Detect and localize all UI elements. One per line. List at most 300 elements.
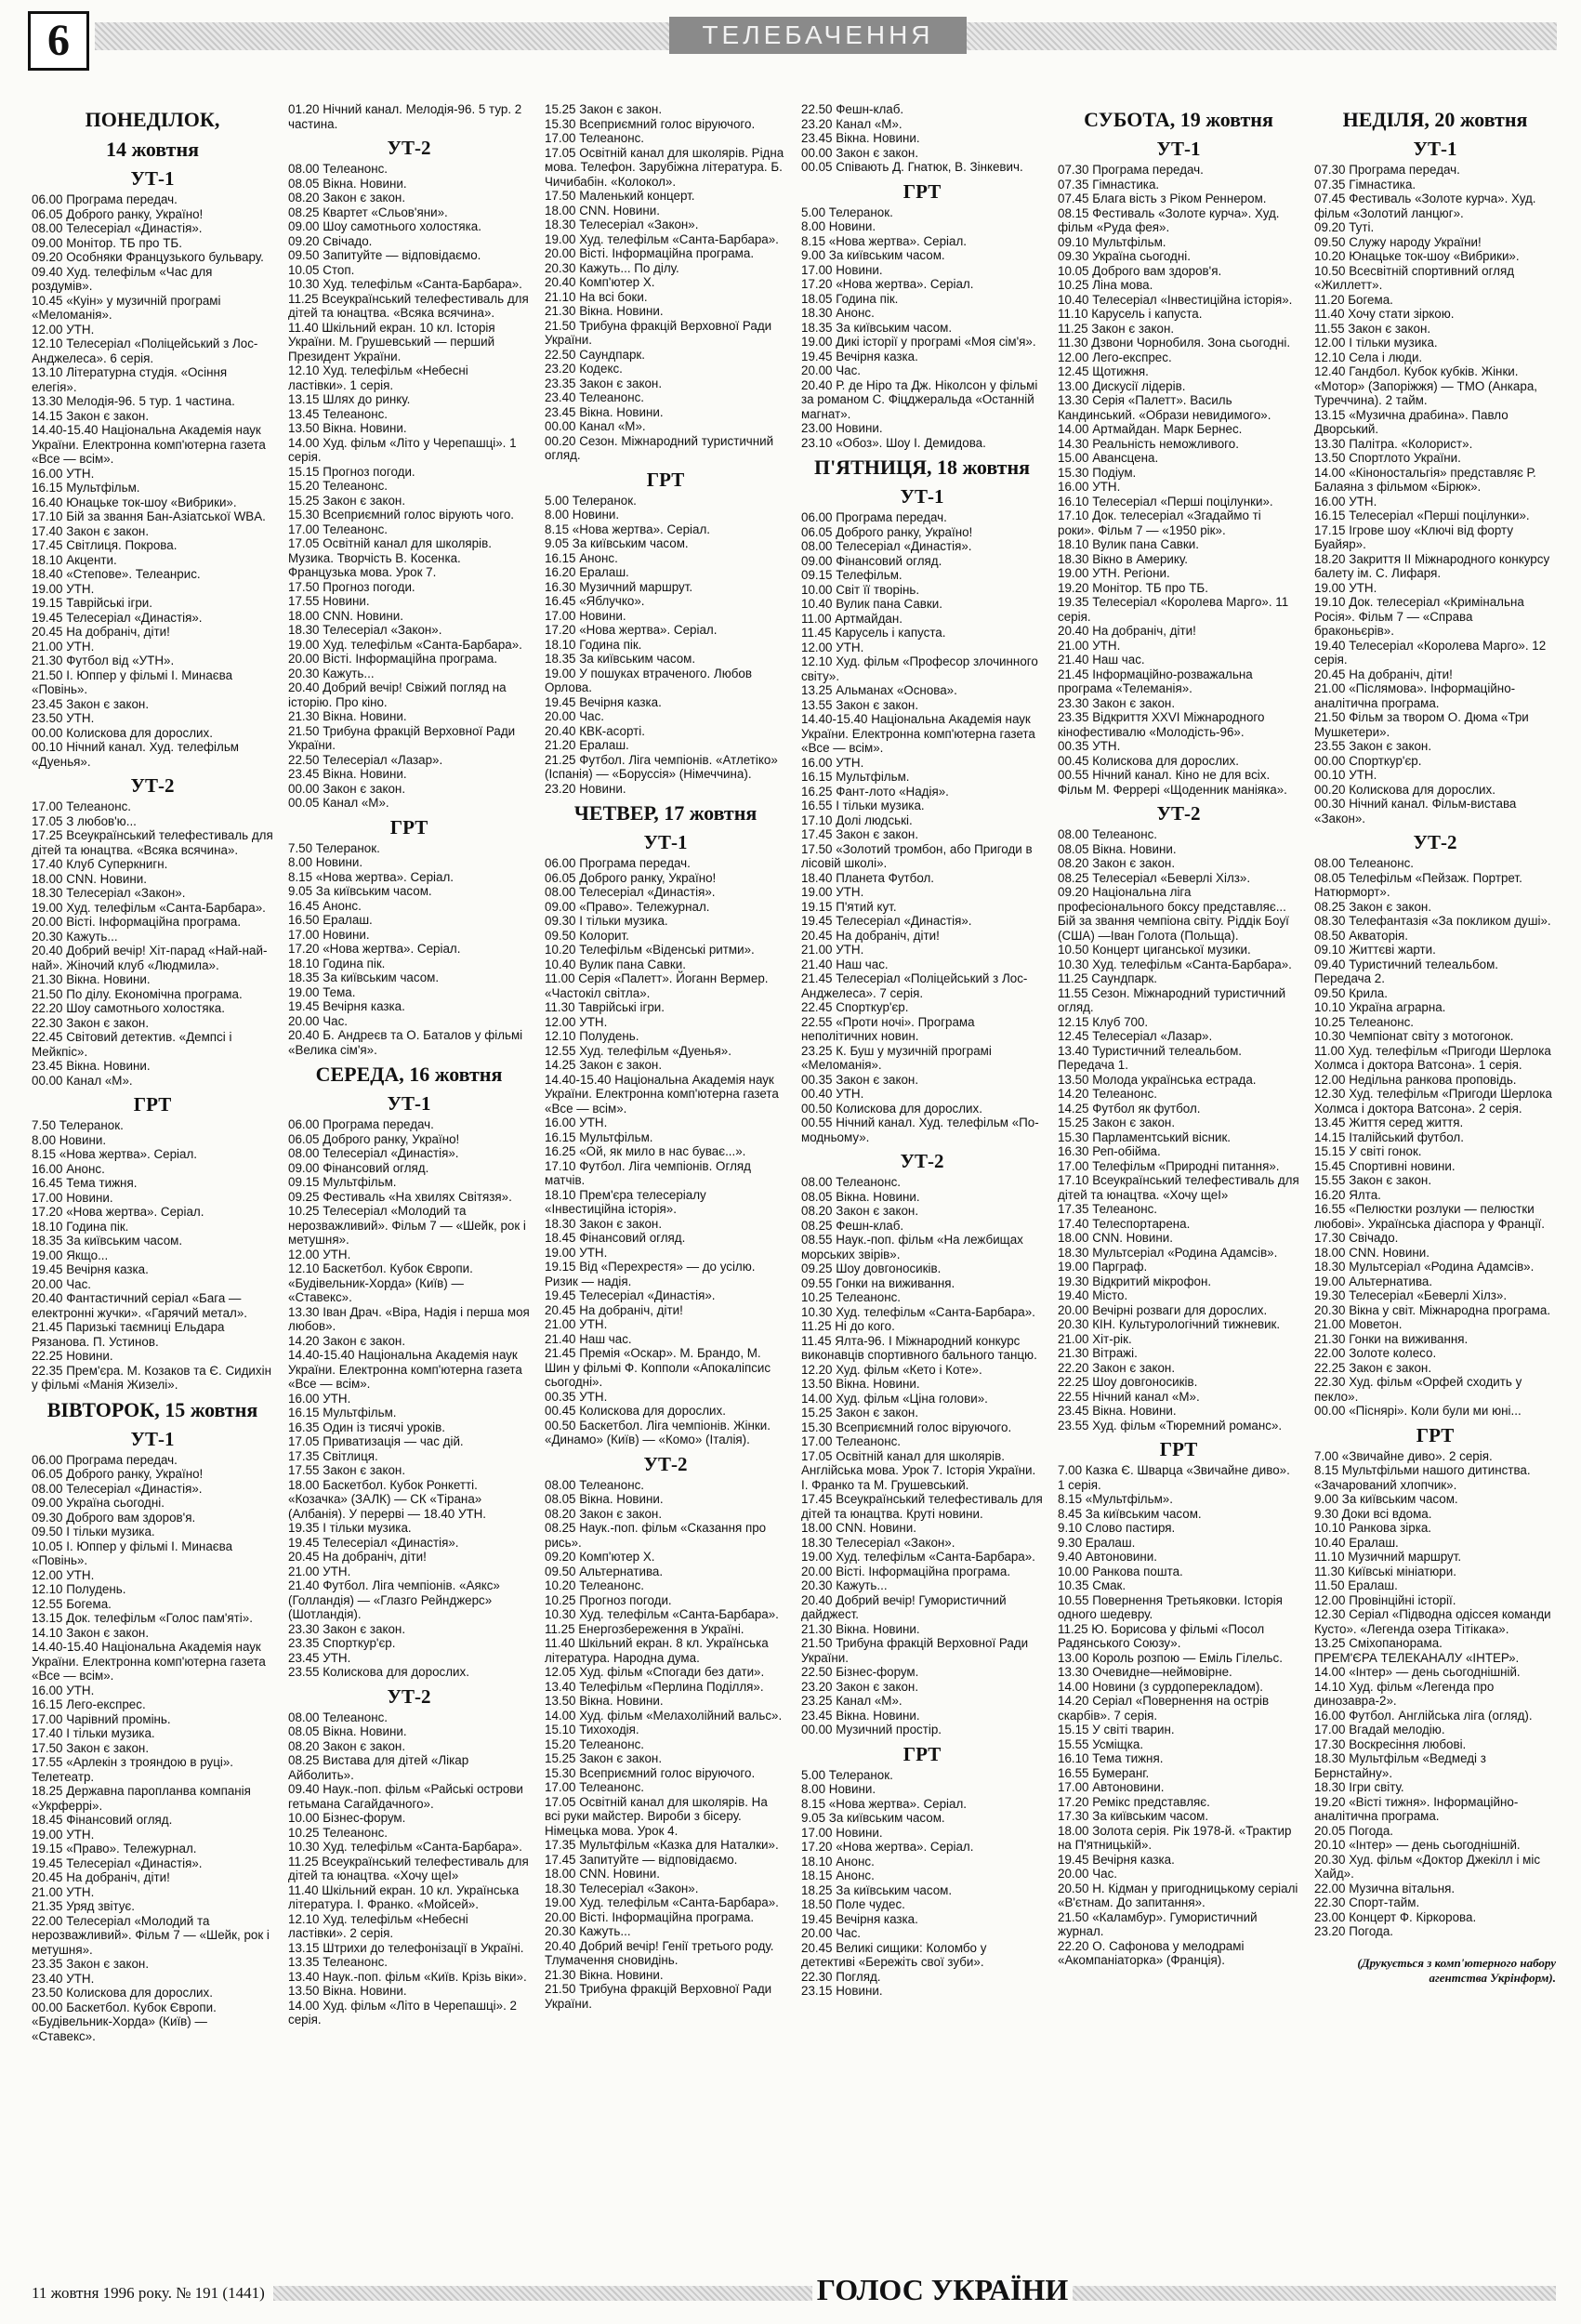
program-entry: 17.55 Новини.	[288, 594, 370, 608]
program-entry: 06.00 Програма передач.	[288, 1117, 434, 1131]
program-entry: 18.10 Прем'єра телесеріалу «Інвестиційна історія».	[545, 1187, 710, 1216]
program-entry: 13.50 Молода українська естрада.	[1058, 1072, 1257, 1087]
program-entry: 20.30 Кажуть...	[288, 666, 375, 680]
program-entry: 15.30 Всеприємний голос віруючого.	[545, 1765, 756, 1780]
program-entry: 11.25 Всеукраїнський телефестиваль для дітей та юнацтва. «Хочу щеІ»	[288, 1854, 533, 1882]
program-entry: 21.45 Паризькі таємниці Ельдара Рязанова. П. Устинов.	[32, 1320, 229, 1349]
program-entry: 09.00 Україна сьогодні.	[32, 1496, 165, 1510]
program-entry: 10.25 Телеанонс.	[288, 1825, 389, 1840]
program-entry: 23.40 УТН.	[32, 1971, 95, 1986]
program-entry: 20.45 На добраніч, діти!	[32, 625, 170, 639]
program-entry: 22.30 Закон є закон.	[32, 1015, 150, 1030]
program-entry: 23.50 УТН.	[32, 711, 95, 725]
program-entry: 08.05 Вікна. Новини.	[545, 1492, 664, 1506]
program-entry: 23.25 Канал «М».	[801, 1694, 902, 1708]
program-entry: 10.20 Телеанонс.	[545, 1578, 645, 1592]
program-entry: 20.45 На добраніч, діти!	[545, 1302, 683, 1317]
schedule-column-4	[801, 102, 1047, 2250]
program-entry: 13.30 Іван Драч. «Віра, Надія і перша моя любов».	[288, 1304, 534, 1333]
program-entry: 00.35 УТН.	[1058, 739, 1121, 753]
channel-heading: УТ-2	[387, 137, 431, 159]
program-entry: 00.00 Музичний простір.	[801, 1723, 942, 1736]
program-entry: 21.00 УТН.	[288, 1564, 351, 1578]
program-entry: 21.00 УТН.	[32, 639, 95, 654]
program-entry: 18.10 Година пік.	[545, 637, 642, 652]
channel-heading: УТ-1	[1413, 138, 1457, 160]
program-entry: 11.25 Ні до кого.	[801, 1319, 895, 1333]
program-entry: 23.00 Новини.	[801, 421, 883, 435]
program-entry: 11.55 Закон є закон.	[1314, 321, 1431, 336]
program-entry: 8.15 «Нова жертва». Серіал.	[545, 522, 710, 536]
program-entry: 16.15 Мультфільм.	[288, 1406, 397, 1419]
program-entry: 06.05 Доброго ранку, Україно!	[545, 870, 717, 885]
program-entry: 09.10 Життєві жарти.	[1314, 943, 1436, 957]
program-entry: 06.05 Доброго ранку, Україно!	[32, 206, 204, 221]
program-entry: 5.00 Телеранок.	[801, 205, 893, 219]
program-entry: 15.25 Закон є закон.	[1058, 1116, 1176, 1129]
program-entry: 09.00 Монітор. ТБ про ТБ.	[32, 235, 182, 250]
program-entry: 19.15 «Право». Тележурнал.	[32, 1842, 197, 1855]
day-heading: 14 жовтня	[105, 138, 200, 161]
program-entry: 10.30 Худ. телефільм «Санта-Барбара».	[288, 1840, 522, 1854]
program-entry: 17.55 Закон є закон.	[288, 1463, 406, 1477]
day-heading: СУБОТА, 19 жовтня	[1084, 108, 1273, 131]
program-entry: 5.00 Телеранок.	[801, 1767, 893, 1782]
program-entry: 16.45 Анонс.	[288, 898, 362, 913]
program-entry: 17.20 «Нова жертва». Серіал.	[288, 942, 461, 956]
program-entry: 22.00 Телесеріал «Молодий та нерозважливий». Фільм 7 — «Шейк, рок і метушня».	[32, 1913, 273, 1957]
program-entry: 20.00 Вісті. Інформаційна програма.	[288, 652, 498, 666]
program-entry: 08.05 Телефільм «Пейзаж. Портрет. Натюрморт».	[1314, 870, 1526, 899]
program-entry: 21.50 «Каламбур». Гумористичний журнал.	[1058, 1909, 1261, 1938]
program-entry: 10.40 Вулик пана Савки.	[801, 597, 942, 611]
program-entry: 16.10 Тема тижня.	[1058, 1751, 1164, 1765]
program-entry: 22.50 Телесеріал «Лазар».	[288, 752, 443, 767]
program-entry: 22.50 Бізнес-форум.	[801, 1665, 919, 1679]
program-entry: 06.05 Доброго ранку, Україно!	[288, 1131, 460, 1146]
program-entry: 21.00 УТН.	[545, 1317, 608, 1331]
program-entry: 16.40 Юнацьке ток-шоу «Вибрики».	[32, 495, 237, 509]
program-entry: 17.40 І тільки музика.	[32, 1726, 155, 1740]
program-entry: 12.45 Телесеріал «Лазар».	[1058, 1029, 1213, 1043]
program-entry: 21.50 Фільм за твором О. Дюма «Три Мушкетери».	[1314, 710, 1533, 739]
program-entry: 00.50 Баскетбол. Ліга чемпіонів. Жінки. «Динамо» (Київ) — «Комо» (Італія).	[545, 1418, 774, 1446]
program-entry: 17.00 Телеанонс.	[288, 522, 389, 536]
program-entry: 17.00 Новини.	[801, 262, 883, 277]
program-entry: 17.20 «Нова жертва». Серіал.	[801, 277, 974, 291]
program-entry: 09.20 Туті.	[1314, 220, 1375, 234]
program-entry: 17.30 Воскресіння любові.	[1314, 1736, 1467, 1751]
program-entry: 08.20 Закон є закон.	[545, 1506, 663, 1521]
program-entry: 8.45 За київським часом.	[1058, 1506, 1202, 1521]
program-entry: 10.30 Чемпіонат світу з мотогонок.	[1314, 1029, 1514, 1043]
program-entry: 00.10 УТН.	[1314, 768, 1377, 782]
program-entry: 18.35 За київським часом.	[801, 320, 953, 335]
program-entry: 23.45 Вікна. Новини.	[32, 1059, 151, 1073]
program-entry: 23.35 Закон є закон.	[32, 1957, 150, 1971]
program-entry: 8.00 Новини.	[32, 1132, 107, 1147]
program-entry: 20.40 Добрий вечір! Генії третього роду. Тлумачення сновидінь.	[545, 1938, 778, 1967]
program-entry: 17.00 Телеанонс.	[545, 1780, 645, 1794]
program-entry: 8.15 «Мультфільм».	[1058, 1492, 1173, 1506]
program-entry: 17.10 Бій за звання Бан-Азіатської WBA.	[32, 509, 266, 523]
program-entry: 09.40 Туристичний телеальбом. Передача 2.	[1314, 957, 1502, 985]
program-entry: 19.00 Худ. телефільм «Санта-Барбара».	[32, 900, 266, 915]
program-entry: 21.50 По ділу. Економічна програма.	[32, 986, 243, 1001]
program-entry: 19.00 Дикі історії у програмі «Моя сім'я».	[801, 335, 1036, 349]
program-entry: 17.05 Освітній канал для школярів. Англійська мова. Урок 7. Історія України. І. Франко та М. Грушевський.	[801, 1448, 1039, 1492]
program-entry: 20.30 Вікна у світ. Міжнародна програма.	[1314, 1302, 1551, 1317]
program-entry: 08.30 Телефантазія «За покликом душі».	[1314, 914, 1551, 928]
program-entry: 14.20 Серіал «Повернення на острів скарбів». 7 серія.	[1058, 1694, 1272, 1723]
program-entry: 13.10 Літературна студія. «Осіння елегія».	[32, 365, 231, 394]
program-entry: 15.45 Спортивні новини.	[1314, 1158, 1456, 1173]
program-entry: 19.00 Худ. телефільм «Санта-Барбара».	[545, 1895, 779, 1909]
program-entry: 17.05 Освітній канал для школярів. На всі руки майстер. Вироби з бісеру. Німецька мова. Урок 4.	[545, 1794, 771, 1838]
program-entry: 22.30 Погляд.	[801, 1969, 881, 1984]
program-entry: 20.30 Кажуть...	[801, 1578, 888, 1592]
program-entry: 14.00 Новини (з сурдоперекладом).	[1058, 1679, 1264, 1694]
program-entry: 19.15 Таврійські ігри.	[32, 596, 153, 610]
program-entry: 17.40 Клуб Суперкнигн.	[32, 857, 168, 871]
program-entry: 18.00 CNN. Новини.	[545, 1867, 660, 1881]
program-entry: 19.40 Телесеріал «Королева Марго». 12 серія.	[1314, 638, 1549, 667]
program-entry: 16.15 Мультфільм.	[32, 481, 140, 495]
program-entry: 18.30 Телесеріал «Закон».	[288, 623, 442, 637]
program-entry: 11.00 Худ. телефільм «Пригоди Шерлока Холмса і доктора Ватсона». 1 серія.	[1314, 1043, 1555, 1072]
program-entry: 20.45 На добраніч, діти!	[1314, 667, 1453, 681]
program-entry: 08.25 Телесеріал «Беверлі Хілз».	[1058, 870, 1251, 885]
program-entry: 16.35 Один із тисячі уроків.	[288, 1419, 445, 1434]
program-entry: 14.00 «Інтер» — день сьогоднішній.	[1314, 1665, 1521, 1679]
program-entry: 12.30 Худ. телефільм «Пригоди Шерлока Холмса і доктора Ватсона». 2 серія.	[1314, 1087, 1556, 1116]
program-entry: 12.55 Худ. телефільм «Дуенья».	[545, 1043, 731, 1058]
program-entry: 11.00 Артмайдан.	[801, 611, 902, 626]
program-entry: 18.10 Анонс.	[801, 1854, 875, 1868]
program-entry: 17.00 Телеанонс.	[545, 131, 645, 145]
program-entry: 10.25 Прогноз погоди.	[545, 1592, 672, 1607]
program-entry: 16.15 Лего-експрес.	[32, 1697, 146, 1711]
program-entry: 11.40 Шкільний екран. 10 кл. Українська література. І. Франко. «Мойсей».	[288, 1882, 522, 1911]
program-entry: 08.00 Телеанонс.	[1314, 856, 1415, 870]
program-entry: 11.45 Карусель і капуста.	[801, 626, 946, 640]
program-entry: 12.55 Богема.	[32, 1596, 112, 1611]
program-entry: 15.15 У світі гонок.	[1314, 1144, 1422, 1158]
program-entry: 14.40-15.40 Національна Академія наук України. Електронна комп'ютерна газета «Все — всім».	[288, 1348, 526, 1391]
program-entry: 23.45 Вікна. Новини.	[1058, 1404, 1177, 1418]
program-entry: 22.50 Саундпарк.	[545, 347, 645, 362]
program-entry: 23.15 Новини.	[801, 1984, 883, 1998]
program-entry: 20.30 КІН. Культурологічний тижневик.	[1058, 1317, 1281, 1331]
program-entry: 19.00 Худ. телефільм «Санта-Барбара».	[288, 637, 522, 652]
program-entry: 00.40 УТН.	[801, 1087, 864, 1101]
program-entry: 18.40 «Степове». Телеанрис.	[32, 567, 201, 581]
program-entry: 15.30 Парламентський вісник.	[1058, 1129, 1232, 1144]
program-entry: 16.15 Мультфільм.	[545, 1129, 653, 1144]
program-entry: 08.00 Телеанонс.	[288, 162, 389, 176]
program-entry: 9.05 За київським часом.	[545, 536, 689, 550]
program-entry: 20.05 Погода.	[1314, 1823, 1394, 1838]
program-entry: 09.20 Особняки Французького бульвару.	[32, 250, 264, 264]
program-entry: 21.45 Премія «Оскар». М. Брандо, М. Шин у фільмі Ф. Копполи «Апокаліпсис сьогодні».	[545, 1346, 774, 1389]
channel-heading: ГРТ	[1159, 1438, 1198, 1460]
channel-heading: УТ-1	[130, 167, 175, 190]
program-entry: 08.20 Закон є закон.	[288, 1738, 406, 1753]
program-entry: 10.40 Вулик пана Савки.	[545, 957, 686, 971]
program-entry: 18.00 Золота серія. Рік 1978-й. «Трактир на П'ятницькій».	[1058, 1823, 1296, 1852]
program-entry: 09.50 Запитуйте — відповідаємо.	[288, 248, 481, 262]
program-entry: 09.50 Крила.	[1314, 985, 1388, 1000]
program-entry: 08.00 Телесеріал «Династія».	[801, 539, 972, 553]
program-entry: 19.00 УТН.	[32, 581, 95, 596]
program-entry: 11.50 Ералаш.	[1314, 1578, 1398, 1592]
program-entry: 20.40 КВК-асорті.	[545, 723, 645, 738]
program-entry: 00.45 Колискова для дорослих.	[1058, 753, 1239, 768]
program-entry: 18.25 Державна паропланва компанія «Укрферрі».	[32, 1784, 255, 1813]
program-entry: 23.30 Закон є закон.	[288, 1621, 406, 1636]
program-entry: 23.10 «Обоз». Шоу І. Демидова.	[801, 435, 986, 450]
program-entry: 19.20 Монітор. ТБ про ТБ.	[1058, 580, 1208, 595]
program-entry: 18.30 Мультфільм «Ведмеді з Бернстайну».	[1314, 1751, 1490, 1780]
program-entry: 12.10 Телесеріал «Поліцейський з Лос-Анджелеса». 6 серія.	[32, 337, 258, 365]
program-entry: 19.30 Відкритий мікрофон.	[1058, 1274, 1212, 1288]
program-entry: 18.00 CNN. Новини.	[1058, 1231, 1173, 1245]
program-entry: 11.55 Сезон. Міжнародний туристичний огляд.	[1058, 985, 1289, 1014]
program-entry: 23.45 Вікна. Новини.	[801, 1708, 920, 1723]
program-entry: 21.45 Інформаційно-розважальна програма «Телеманія».	[1058, 667, 1257, 695]
program-entry: 22.00 Музична вітальня.	[1314, 1881, 1456, 1895]
program-entry: 08.25 Наук.-поп. фільм «Сказання про рись».	[545, 1521, 770, 1550]
program-entry: 23.20 Новини.	[545, 781, 626, 796]
program-entry: 19.40 Місто.	[1058, 1288, 1128, 1302]
program-entry: 17.00 Чарівний промінь.	[32, 1711, 171, 1726]
program-entry: 23.30 Закон є закон.	[1058, 695, 1176, 710]
program-entry: 21.50 Трибуна фракцій Верховної Ради України.	[801, 1636, 1032, 1665]
program-entry: 12.10 Худ. фільм «Професор злочинного світу».	[801, 654, 1042, 683]
program-entry: 08.05 Вікна. Новини.	[288, 176, 407, 191]
program-entry: 20.00 Вісті. Інформаційна програма.	[545, 1909, 755, 1924]
channel-heading: УТ-1	[643, 831, 688, 853]
program-entry: 08.25 Квартет «Сльов'яни».	[288, 205, 448, 219]
program-entry: 08.00 Телеанонс.	[801, 1175, 902, 1189]
schedule-column-1	[32, 102, 277, 2250]
program-entry: 17.10 Футбол. Ліга чемпіонів. Огляд матчів.	[545, 1158, 755, 1187]
program-entry: 20.40 Р. де Ніро та Дж. Ніколсон у фільмі за романом С. Фіцджеральда «Останній магнат».	[801, 377, 1042, 421]
program-entry: 16.10 Телесеріал «Перші поцілунки».	[1058, 494, 1273, 508]
program-entry: 17.05 З любов'ю...	[32, 813, 137, 828]
program-entry: 10.00 Бізнес-форум.	[288, 1811, 406, 1825]
program-entry: 08.05 Вікна. Новини.	[801, 1189, 920, 1204]
program-entry: 13.30 Серія «Палетт». Василь Кандинський. «Образи невидимого».	[1058, 393, 1271, 422]
program-entry: 00.55 Нічний канал. Худ. телефільм «По-модньому».	[801, 1116, 1039, 1144]
program-entry: 8.00 Новини.	[288, 855, 363, 869]
program-entry: 23.25 К. Буш у музичній програмі «Меломанія».	[801, 1043, 995, 1072]
program-entry: 23.35 Закон є закон.	[545, 376, 663, 390]
program-entry: 11.25 Закон є закон.	[1058, 321, 1175, 336]
program-entry: 9.40 Автоновини.	[1058, 1550, 1157, 1564]
program-entry: 08.50 Акваторія.	[1314, 928, 1408, 943]
program-entry: 11.25 Всеукраїнський телефестиваль для дітей та юнацтва. «Всяка всячина».	[288, 291, 533, 320]
program-entry: 09.30 Доброго вам здоров'я.	[32, 1510, 196, 1525]
program-entry: 23.40 Телеанонс.	[545, 390, 645, 404]
program-entry: 23.20 Погода.	[1314, 1924, 1394, 1938]
program-entry: 17.30 Свічадо.	[1314, 1231, 1399, 1245]
program-entry: 13.00 Дискусії лідерів.	[1058, 378, 1186, 393]
program-entry: 17.10 Долі людські.	[801, 812, 913, 827]
program-entry: 14.30 Реальність неможливого.	[1058, 436, 1239, 451]
program-entry: 17.20 «Нова жертва». Серіал.	[545, 623, 718, 637]
program-entry: 22.25 Новини.	[32, 1349, 113, 1363]
program-entry: 19.00 Альтернатива.	[1314, 1274, 1433, 1288]
channel-heading: ГРТ	[902, 179, 942, 203]
program-entry: 17.05 Освітній канал для школярів. Музика. Творчість В. Косенка. Французька мова. Урок 7.	[288, 536, 495, 579]
program-entry: 19.20 «Вісті тижня». Інформаційно-аналітична програма.	[1314, 1794, 1519, 1823]
program-entry: 21.30 Вітражі.	[1058, 1346, 1138, 1360]
program-entry: 00.20 Колискова для дорослих.	[1314, 782, 1495, 797]
program-entry: 06.00 Програма передач.	[32, 192, 178, 206]
channel-heading: ГРТ	[646, 468, 685, 491]
program-entry: 17.10 Всеукраїнський телефестиваль для дітей та юнацтва. «Хочу щеІ»	[1058, 1173, 1303, 1202]
channel-heading: УТ-2	[1413, 831, 1457, 853]
program-entry: 21.30 Вікна. Новини.	[801, 1621, 920, 1636]
program-entry: 18.35 За київським часом.	[32, 1234, 183, 1248]
program-entry: 09.30 І тільки музика.	[545, 914, 668, 928]
program-entry: 19.45 Телесеріал «Династія».	[545, 1288, 716, 1302]
program-entry: 09.20 Свічадо.	[288, 233, 373, 248]
program-entry: 15.10 Тихоходія.	[545, 1723, 639, 1736]
program-entry: 13.50 Вікна. Новини.	[801, 1377, 920, 1391]
program-entry: 13.40 Туристичний телеальбом. Передача 1.	[1058, 1043, 1245, 1072]
program-entry: 15.20 Телеанонс.	[288, 479, 389, 493]
program-entry: 20.45 На добраніч, діти!	[288, 1550, 427, 1564]
program-entry: 8.15 «Нова жертва». Серіал.	[801, 1796, 967, 1811]
program-entry: 13.25 Сміхопанорама.	[1314, 1636, 1443, 1650]
program-entry: 16.25 Фант-лото «Надія».	[801, 784, 949, 799]
program-entry: 23.45 Вікна. Новини.	[545, 404, 664, 419]
program-entry: 21.40 Наш час.	[1058, 653, 1145, 667]
program-entry: 14.00 Худ. фільм «Ціна голови».	[801, 1391, 988, 1406]
program-entry: 08.20 Закон є закон.	[1058, 856, 1176, 870]
program-entry: 23.45 Вікна. Новини.	[288, 767, 407, 781]
program-entry: 23.35 Спорткур'єр.	[288, 1636, 396, 1650]
program-entry: 18.15 Анонс.	[801, 1868, 875, 1882]
program-entry: 00.30 Нічний канал. Фільм-вистава «Закон».	[1314, 797, 1521, 825]
program-entry: 11.40 Хочу стати зіркою.	[1314, 307, 1455, 321]
program-entry: 11.30 Таврійські ігри.	[545, 1000, 665, 1014]
program-entry: 11.20 Богема.	[1314, 292, 1393, 307]
program-entry: 18.05 Година пік.	[801, 291, 899, 306]
program-entry: 8.00 Новини.	[801, 1782, 876, 1796]
program-entry: 06.05 Доброго ранку, Україно!	[801, 524, 973, 539]
program-entry: 9.10 Слово пастиря.	[1058, 1521, 1176, 1535]
program-entry: 09.20 Національна ліга професіонального боксу представляє... Бій за звання чемпіона світу. Ріддік Боуї (США) —Іван Голота (Польща).	[1058, 885, 1293, 943]
program-entry: 09.50 І тільки музика.	[32, 1525, 155, 1538]
program-entry: 23.50 Колискова для дорослих.	[32, 1986, 213, 2000]
program-entry: 15.00 Авансцена.	[1058, 451, 1159, 465]
program-entry: 17.45 Всеукраїнський телефестиваль для дітей та юнацтва. Круті новини.	[801, 1492, 1047, 1521]
program-entry: 16.55 І тільки музика.	[801, 799, 925, 812]
program-entry: 21.50 Трибуна фракцій Верховної Ради України.	[545, 1982, 775, 2011]
program-entry: 20.00 Час.	[801, 363, 862, 377]
program-entry: 20.40 Фантастичний серіал «Бага — електронні жучки». «Гарячий метал».	[32, 1291, 248, 1320]
program-entry: 17.00 Телеанонс.	[801, 1434, 902, 1448]
program-entry: 20.30 Кажуть... По ділу.	[545, 260, 679, 275]
program-entry: 09.10 Мультфільм.	[1058, 234, 1166, 249]
program-entry: 23.00 Концерт Ф. Кіркорова.	[1314, 1909, 1477, 1924]
program-entry: 14.40-15.40 Національна Академія наук України. Електронна комп'ютерна газета «Все — всім».	[801, 712, 1039, 755]
program-entry: 19.15 П'ятий кут.	[801, 899, 897, 914]
program-entry: 21.50 Трибуна фракцій Верховної Ради України.	[288, 723, 519, 752]
program-entry: 19.00 УТН.	[1314, 580, 1377, 595]
program-entry: 00.00 «Піснярі». Коли були ми юні...	[1314, 1404, 1522, 1418]
program-entry: 08.00 Телесеріал «Династія».	[32, 1481, 203, 1496]
program-entry: 16.30 Реп-обійма.	[1058, 1144, 1161, 1158]
program-entry: 15.25 Закон є закон.	[545, 1751, 663, 1765]
program-entry: 17.45 Світлиця. Покрова.	[32, 538, 178, 552]
program-entry: 23.55 Худ. фільм «Тюремний романс».	[1058, 1418, 1283, 1433]
program-entry: 10.55 Повернення Третьяковки. Історія одного шедевру.	[1058, 1592, 1286, 1621]
program-entry: 21.30 Вікна. Новини.	[545, 1967, 664, 1982]
program-entry: 09.40 Худ. телефільм «Час для роздумів».	[32, 264, 217, 293]
program-entry: 13.15 «Музична драбина». Павло Дворський.	[1314, 407, 1512, 436]
channel-heading: УТ-1	[130, 1427, 175, 1450]
program-entry: 7.00 «Звичайне диво». 2 серія.	[1314, 1448, 1493, 1463]
program-entry: 18.30 Телесеріал «Закон».	[801, 1535, 955, 1550]
program-entry: 19.00 У пошуках втраченого. Любов Орлова.	[545, 666, 756, 694]
program-entry: 09.00 Фінансовий огляд.	[288, 1160, 429, 1175]
program-entry: 11.10 Музичний маршрут.	[1314, 1550, 1462, 1564]
program-entry: 09.30 Україна сьогодні.	[1058, 249, 1191, 263]
program-entry: 06.00 Програма передач.	[545, 856, 691, 870]
program-entry: 12.05 Худ. фільм «Спогади без дати».	[545, 1665, 765, 1679]
program-entry: 14.00 Худ. фільм «Літо в Черепашці». 2 серія.	[288, 1998, 520, 2027]
program-entry: 13.40 Телефільм «Перлина Поділля».	[545, 1679, 764, 1694]
program-entry: 00.35 Закон є закон.	[801, 1072, 919, 1087]
program-entry: 19.00 Худ. телефільм «Санта-Барбара».	[801, 1550, 1035, 1564]
program-entry: 09.00 Шоу самотнього холостяка.	[288, 219, 481, 233]
program-entry: 08.25 Фешн-клаб.	[801, 1218, 904, 1233]
channel-heading: УТ-1	[900, 485, 944, 508]
program-entry: 15.20 Телеанонс.	[545, 1736, 645, 1751]
day-heading: ЧЕТВЕР, 17 жовтня	[573, 801, 758, 825]
program-entry: 12.00 УТН.	[32, 1567, 95, 1582]
program-entry: 15.15 У світі тварин.	[1058, 1723, 1175, 1736]
program-entry: 07.30 Програма передач.	[1058, 163, 1204, 177]
program-entry: 01.20 Нічний канал. Мелодія-96. 5 тур. 2 частина.	[288, 102, 525, 131]
program-entry: 18.30 Мультсеріал «Родина Адамсів».	[1058, 1245, 1278, 1260]
program-entry: 8.00 Новини.	[801, 219, 876, 233]
program-entry: 23.45 УТН.	[288, 1650, 351, 1665]
program-entry: 8.00 Новини.	[545, 508, 620, 522]
program-entry: 21.30 Вікна. Новини.	[32, 972, 151, 986]
program-entry: 21.30 Вікна. Новини.	[288, 709, 407, 723]
program-entry: 00.05 Співають Д. Гнатюк, В. Зінкевич.	[801, 160, 1023, 174]
program-entry: 14.10 Закон є закон.	[32, 1625, 150, 1640]
program-entry: 20.40 Б. Андреєв та О. Баталов у фільмі «Велика сім'я».	[288, 1028, 526, 1057]
program-entry: 21.00 «Післямова». Інформаційно-аналітична програма.	[1314, 681, 1516, 710]
program-entry: 18.30 Телесеріал «Закон».	[545, 218, 699, 231]
program-entry: 09.00 Фінансовий огляд.	[801, 553, 942, 568]
program-entry: 23.20 Кодекс.	[545, 362, 623, 376]
program-entry: 09.50 Альтернатива.	[545, 1564, 664, 1578]
program-entry: 19.45 Телесеріал «Династія».	[801, 914, 972, 928]
program-entry: 8.15 «Нова жертва». Серіал.	[288, 869, 454, 884]
program-entry: 00.00 Канал «М».	[32, 1073, 133, 1088]
program-entry: 10.05 Стоп.	[288, 262, 355, 277]
program-entry: 12.45 Щотижня.	[1058, 364, 1149, 378]
day-heading: ПОНЕДІЛОК,	[85, 108, 220, 131]
program-entry: 19.10 Док. телесеріал «Кримінальна Росія». Фільм 7 — «Справа браконьєрів».	[1314, 595, 1528, 638]
